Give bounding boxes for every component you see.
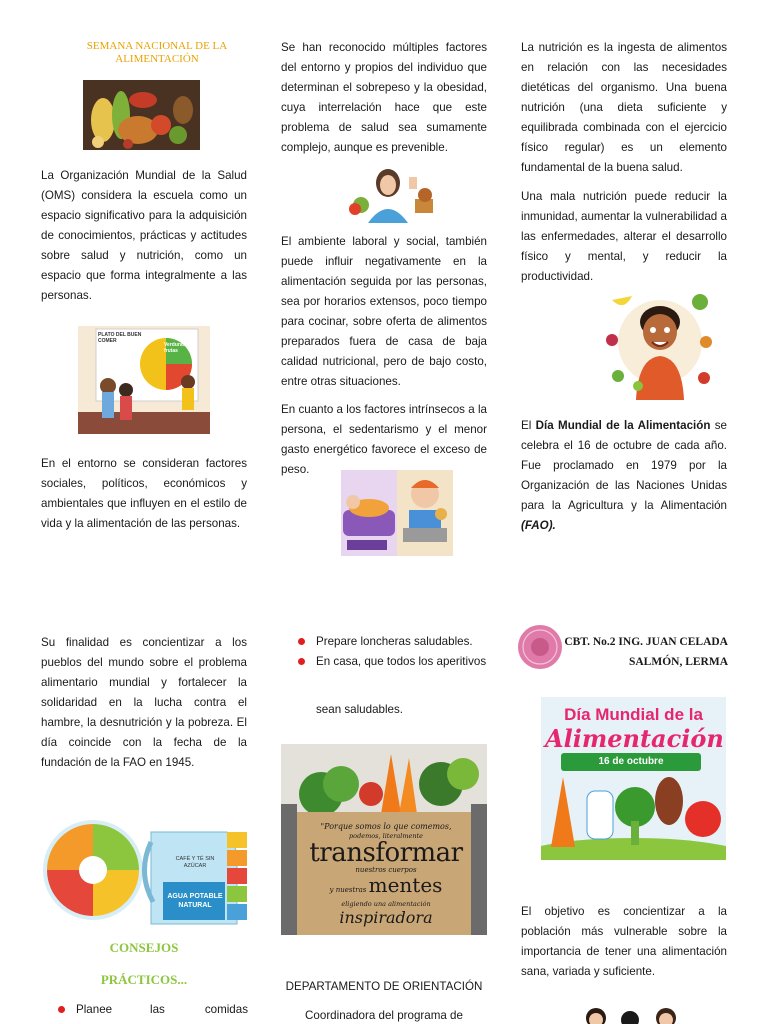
bullet-dot (298, 658, 305, 665)
dia-mundial-poster (541, 697, 726, 860)
plate-poster-title: PLATO DEL BUEN COMER (98, 332, 142, 344)
quote-line-4: y nuestras (329, 886, 367, 894)
quote-line-5: eligiendo una alimentación (341, 900, 431, 908)
paragraph-intrinsecos: En cuanto a los factores intrínsecos a la persona, el sedentarismo y el menor gasto energético favorece el exceso de peso. (281, 403, 487, 476)
quote-mentes: mentes (368, 873, 443, 897)
quote-transformar: transformar (309, 838, 463, 868)
dia-mundial-bold: Día Mundial de la Alimentación (535, 419, 711, 432)
consejos-heading: CONSEJOS (109, 940, 179, 955)
plate-and-jar-illustration (41, 812, 248, 927)
paragraph-dia-mundial: El Día Mundial de la Alimentación se celebra el 16 de octubre de cada año. Fue proclamado en 1979 por la Organización de las Naciones Unidas para la Agricultura y la Alimentación (FAO). (521, 419, 728, 532)
jar-label-coffee: CAFÉ Y TÉ SIN AZÚCAR (175, 856, 215, 869)
bullet-dot (58, 1006, 65, 1013)
plate-poster-veg-label: Verduras y frutas (164, 342, 190, 354)
tip-aperitivos-cont: sean saludables. (316, 703, 404, 716)
paragraph-factores: Se han reconocido múltiples factores del entorno y propios del individuo que determinan el sobrepeso y la obesidad, cuya interrelación hace que este problema de salud sea sumamente complejo, aunque es prevenible. (281, 41, 487, 154)
poster-title-line-2: Alimentación (545, 724, 724, 753)
quote-line-2: podemos, literalmente (349, 832, 423, 840)
coordinator-label: Coordinadora del programa de (305, 1009, 463, 1022)
paragraph-ambiente: El ambiente laboral y social, también puede influir negativamente en la alimentación seguida por las personas, sea por horarios extensos, poco tiempo para cocinar, sobre oferta de alimentos preparados fuera de casa de baja calidad nutricional, pero de bajo costo, entre otras situaciones. (281, 235, 487, 388)
vegetables-photo (83, 80, 200, 150)
paragraph-entorno: En el entorno se consideran factores sociales, políticos, económicos y ambientales que influyen en el estilo de vida y la alimentación de las personas. (41, 457, 247, 530)
school-name-line-1: CBT. No.2 ING. JUAN CELADA (564, 636, 728, 648)
tip-loncheras: Prepare loncheras saludables. (298, 632, 488, 652)
boy-with-vegetables-cartoon (598, 282, 720, 400)
children-cartoon-partial (582, 1004, 682, 1024)
paragraph-finalidad: Su finalidad es concientizar a los pueblos del mundo sobre el problema alimentario mundial y fortalecer la solidaridad en la lucha contra el hambre, la desnutrición y la pobreza. El día coincide con la fecha de la fundación de la FAO en 1945. (41, 636, 247, 769)
paragraph-mala-nutricion: Una mala nutrición puede reducir la inmunidad, aumentar la vulnerabilidad a las enfermedades, alterar el desarrollo físico y mental, y reducir la productividad. (521, 190, 727, 283)
paragraph-oms: La Organización Mundial de la Salud (OMS) considera la escuela como un espacio significativo para la adquisición de conocimientos, prácticas y actitudes sobre salud y nutrición, como un espacio que forma integralmente a las personas. (41, 169, 247, 302)
school-seal-logo (517, 624, 563, 670)
practicos-heading: PRÁCTICOS... (100, 972, 188, 987)
school-name-line-2: SALMÓN, LERMA (628, 656, 728, 668)
girl-choosing-food-photo (333, 165, 443, 223)
tip-plan-meals: Planee las comidas (58, 1000, 248, 1020)
transformar-quote-photo (281, 744, 487, 935)
paragraph-objetivo: El objetivo es concientizar a la población más vulnerable sobre la importancia de tener una alimentación sana, variada y suficiente. (521, 905, 727, 978)
jar-label-water: AGUA POTABLE NATURAL (167, 893, 223, 909)
quote-line-3: nuestros cuerpos (355, 866, 417, 874)
fao-emphasis: (FAO). (521, 519, 556, 532)
department-label: DEPARTAMENTO DE ORIENTACIÓN (285, 980, 483, 993)
sedentary-cartoon (341, 470, 453, 556)
quote-line-1: "Porque somos lo que comemos, (320, 822, 452, 831)
quote-inspiradora: inspiradora (339, 908, 433, 927)
brochure-title: SEMANA NACIONAL DE LA ALIMENTACIÓN (86, 40, 228, 65)
tip-aperitivos: En casa, que todos los aperitivos (298, 652, 487, 672)
poster-title-line-1: Día Mundial de la (564, 705, 703, 724)
paragraph-nutricion: La nutrición es la ingesta de alimentos en relación con las necesidades dietéticas del organismo. Una buena nutrición (una dieta suficiente y equilibrada combinada con el ejercicio físico regular) es un elemento fundamental de la buena salud. (521, 41, 727, 174)
bullet-dot (298, 638, 305, 645)
poster-date: 16 de octubre (598, 756, 664, 767)
plate-poster-illustration (78, 326, 210, 434)
